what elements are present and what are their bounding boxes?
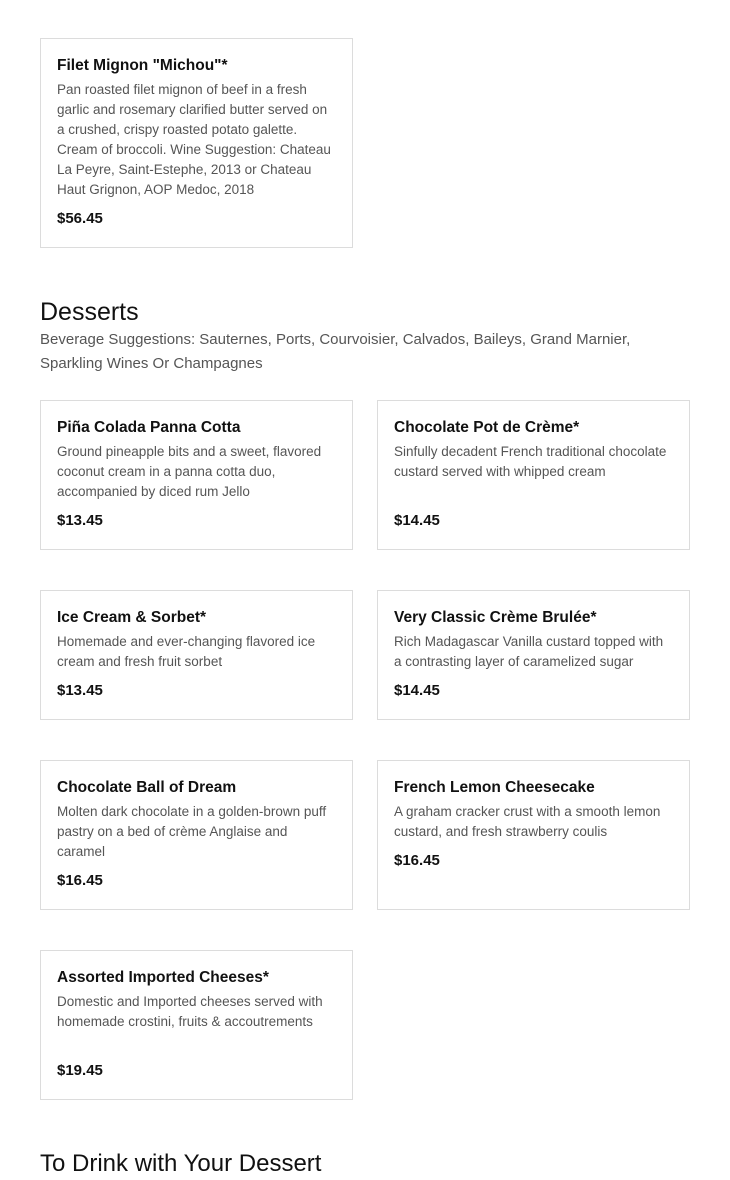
menu-item-price: $16.45: [57, 872, 103, 889]
menu-item-description: Pan roasted filet mignon of beef in a fresh garlic and rosemary clarified butter served on a crushed, crispy roasted potato galette. Cream of broccoli. Wine Suggestion: Chateau La Peyre, Saint-Estephe, 2013 or Chateau Haut Grignon, AOP Medoc, 2018: [57, 82, 331, 197]
menu-item-card: [40, 760, 353, 910]
menu-item-name: Chocolate Pot de Crème*: [394, 419, 580, 436]
menu-item-description: Rich Madagascar Vanilla custard topped with a contrasting layer of caramelized sugar: [394, 634, 664, 669]
menu-item-name: Very Classic Crème Brulée*: [394, 609, 597, 626]
menu-item-description: A graham cracker crust with a smooth lemon custard, and fresh strawberry coulis: [394, 804, 661, 839]
menu-item-description: Domestic and Imported cheeses served with homemade crostini, fruits & accoutrements: [57, 994, 323, 1029]
menu-item-price: $19.45: [57, 1062, 103, 1079]
menu-item-description: Sinfully decadent French traditional chocolate custard served with whipped cream: [394, 444, 667, 479]
menu-item-description: Homemade and ever-changing flavored ice cream and fresh fruit sorbet: [57, 634, 316, 669]
menu-item-price: $56.45: [57, 210, 103, 227]
menu-item-price: $14.45: [394, 682, 440, 699]
menu-item-description: Molten dark chocolate in a golden-brown puff pastry on a bed of crème Anglaise and caramel: [57, 804, 327, 859]
menu-item-name: French Lemon Cheesecake: [394, 779, 595, 796]
menu-item-card: [377, 590, 690, 720]
section-title-desserts: Desserts: [40, 298, 139, 326]
menu-item-description: Ground pineapple bits and a sweet, flavored coconut cream in a panna cotta duo, accompanied by diced rum Jello: [57, 444, 322, 499]
menu-item-price: $14.45: [394, 512, 440, 529]
menu-item-name: Chocolate Ball of Dream: [57, 779, 237, 796]
menu-item-name: Assorted Imported Cheeses*: [57, 969, 269, 986]
menu-item-price: $16.45: [394, 852, 440, 869]
menu-item-name: Filet Mignon "Michou"*: [57, 57, 228, 74]
menu-item-card: [377, 760, 690, 910]
menu-item-card: [40, 38, 353, 248]
menu-item-name: Piña Colada Panna Cotta: [57, 419, 241, 436]
menu-item-card: [40, 400, 353, 550]
menu-item-card: [377, 400, 690, 550]
menu-item-name: Ice Cream & Sorbet*: [57, 609, 207, 626]
menu-item-price: $13.45: [57, 682, 103, 699]
menu-item-price: $13.45: [57, 512, 103, 529]
menu-item-card: [40, 950, 353, 1100]
section-subtitle-desserts: Beverage Suggestions: Sauternes, Ports, Courvoisier, Calvados, Baileys, Grand Marnier, Sparkling Wines Or Champagnes: [40, 331, 631, 372]
menu-item-card: [40, 590, 353, 720]
section-title-drinks: To Drink with Your Dessert: [40, 1150, 322, 1177]
